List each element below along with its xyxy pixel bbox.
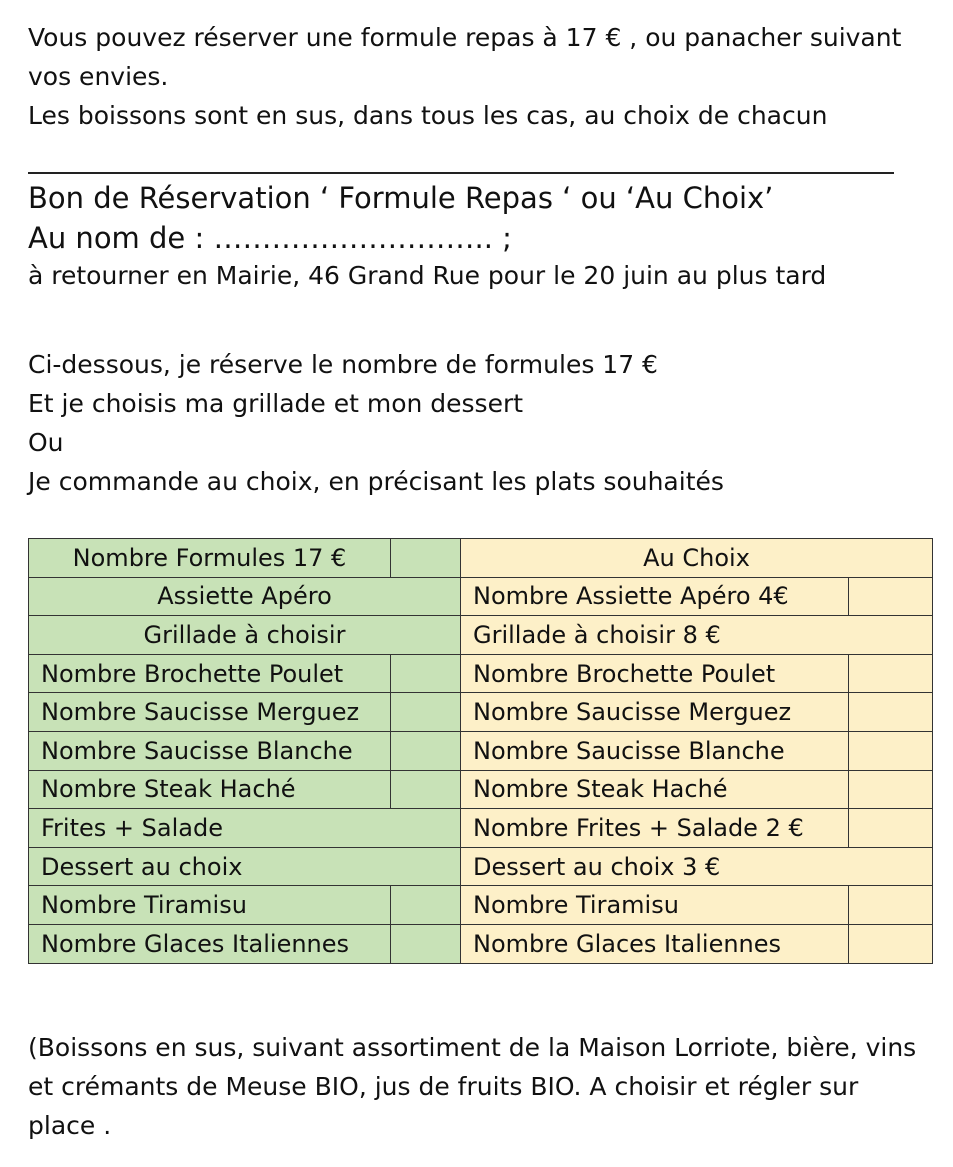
- formula-quantity-cell[interactable]: [391, 886, 461, 925]
- note-line: et crémants de Meuse BIO, jus de fruits BIO. A choisir et régler sur: [28, 1072, 859, 1101]
- separator-line: [28, 172, 894, 174]
- instruction-line: Ci-dessous, je réserve le nombre de formules 17 €: [28, 350, 658, 379]
- instructions: [28, 345, 928, 501]
- formula-quantity-cell[interactable]: [391, 924, 461, 963]
- choice-item-label: Nombre Saucisse Merguez: [461, 693, 849, 732]
- choice-section-label: Grillade à choisir 8 €: [461, 616, 933, 655]
- note-line: place .: [28, 1111, 112, 1140]
- choice-quantity-cell[interactable]: [849, 731, 933, 770]
- choice-item-label: Nombre Steak Haché: [461, 770, 849, 809]
- formula-header: Nombre Formules 17 €: [29, 539, 391, 578]
- table-row: [29, 924, 933, 963]
- table-row: [29, 770, 933, 809]
- intro-line: vos envies.: [28, 62, 169, 91]
- table-row: [29, 616, 933, 655]
- intro-text: [28, 18, 928, 135]
- formula-quantity-cell[interactable]: [391, 770, 461, 809]
- table-row: [29, 847, 933, 886]
- choice-section-label: Dessert au choix 3 €: [461, 847, 933, 886]
- table-row: [29, 886, 933, 925]
- table-row: [29, 731, 933, 770]
- table-row: [29, 693, 933, 732]
- intro-line: Vous pouvez réserver une formule repas à 17 € , ou panacher suivant: [28, 23, 902, 52]
- note-line: (Boissons en sus, suivant assortiment de la Maison Lorriote, bière, vins: [28, 1033, 917, 1062]
- formula-item-label: Nombre Steak Haché: [29, 770, 391, 809]
- reservation-title: Bon de Réservation ‘ Formule Repas ‘ ou ‘Au Choix’: [28, 181, 774, 215]
- choice-quantity-cell[interactable]: [849, 924, 933, 963]
- choice-quantity-cell[interactable]: [849, 770, 933, 809]
- choice-quantity-cell[interactable]: [849, 654, 933, 693]
- formula-section-label: Dessert au choix: [29, 847, 461, 886]
- formula-item-label: Nombre Tiramisu: [29, 886, 391, 925]
- choice-header: Au Choix: [461, 539, 933, 578]
- choice-quantity-cell[interactable]: [849, 809, 933, 848]
- formula-section-label: Grillade à choisir: [29, 616, 461, 655]
- formula-section-label: Assiette Apéro: [29, 577, 461, 616]
- drinks-note: [28, 1028, 928, 1145]
- table-header-row: [29, 539, 933, 578]
- choice-item-label: Nombre Glaces Italiennes: [461, 924, 849, 963]
- formula-quantity-cell[interactable]: [391, 731, 461, 770]
- instruction-line: Je commande au choix, en précisant les plats souhaités: [28, 467, 724, 496]
- return-instructions: à retourner en Mairie, 46 Grand Rue pour le 20 juin au plus tard: [28, 261, 827, 290]
- choice-quantity-cell[interactable]: [849, 693, 933, 732]
- formula-count-cell[interactable]: [391, 539, 461, 578]
- choice-quantity-cell[interactable]: [849, 577, 933, 616]
- reservation-header: [28, 178, 928, 294]
- choice-item-label: Nombre Tiramisu: [461, 886, 849, 925]
- formula-item-label: Nombre Saucisse Merguez: [29, 693, 391, 732]
- table-row: [29, 577, 933, 616]
- formula-quantity-cell[interactable]: [391, 654, 461, 693]
- formula-quantity-cell[interactable]: [391, 693, 461, 732]
- table-row: [29, 654, 933, 693]
- intro-line: Les boissons sont en sus, dans tous les cas, au choix de chacun: [28, 101, 828, 130]
- formula-item-label: Nombre Glaces Italiennes: [29, 924, 391, 963]
- choice-item-label: Nombre Saucisse Blanche: [461, 731, 849, 770]
- name-field[interactable]: Au nom de : ……………………….. ;: [28, 221, 512, 255]
- formula-item-label: Nombre Brochette Poulet: [29, 654, 391, 693]
- table-row: [29, 809, 933, 848]
- formula-item-label: Frites + Salade: [29, 809, 461, 848]
- instruction-line: Ou: [28, 428, 64, 457]
- reservation-table: [28, 538, 933, 964]
- choice-item-label: Nombre Frites + Salade 2 €: [461, 809, 849, 848]
- choice-quantity-cell[interactable]: [849, 886, 933, 925]
- choice-item-label: Nombre Assiette Apéro 4€: [461, 577, 849, 616]
- formula-item-label: Nombre Saucisse Blanche: [29, 731, 391, 770]
- choice-item-label: Nombre Brochette Poulet: [461, 654, 849, 693]
- instruction-line: Et je choisis ma grillade et mon dessert: [28, 389, 524, 418]
